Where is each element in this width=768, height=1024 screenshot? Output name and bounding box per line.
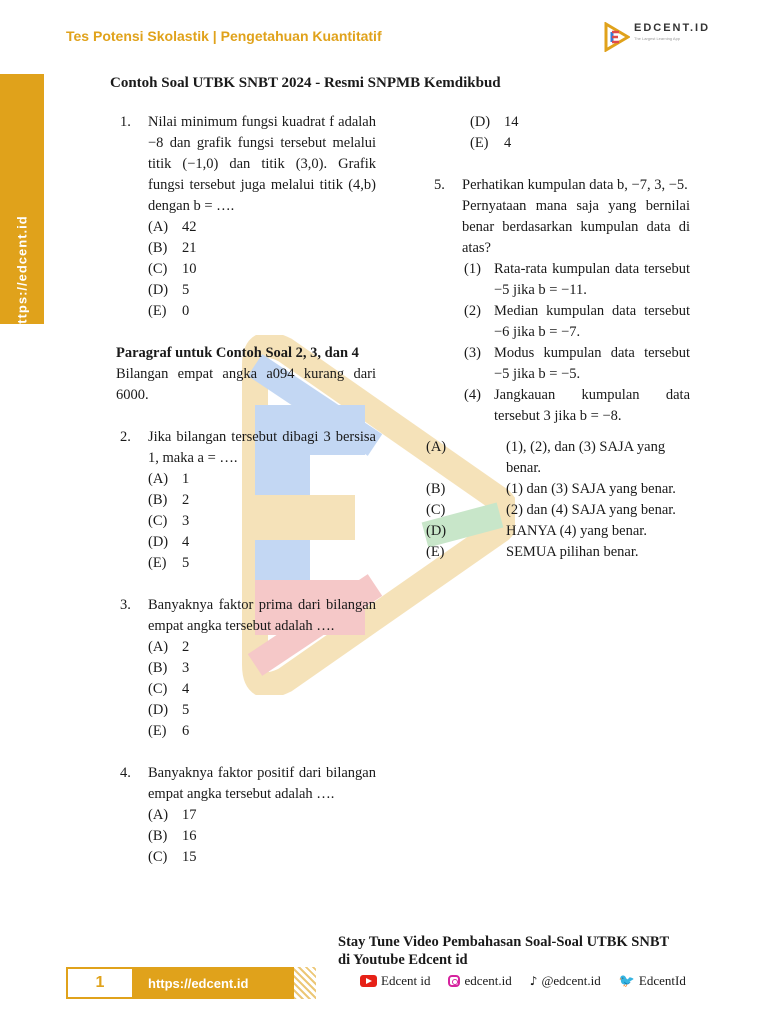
youtube-icon [360,975,377,987]
option[interactable]: (A) 1 [148,471,190,487]
twitter-label: EdcentId [638,973,686,988]
side-band [0,74,44,333]
option[interactable]: (B) 2 [148,492,190,508]
tiktok-link[interactable] [530,973,601,989]
option[interactable]: (B) 16 [148,828,197,844]
question-number: 5. [434,177,445,193]
option[interactable]: (A) 17 [148,807,197,823]
question-text: Perhatikan kumpulan data b, −7, 3, −5. [462,177,688,193]
youtube-label: Edcent id [381,973,431,988]
question-4 [110,763,376,805]
option[interactable]: (E) 4 [470,135,512,151]
question-number: 4. [120,765,131,781]
social-links [360,973,686,989]
statement: (4) Jangkauan kumpulan data tersebut 3 jika b = −8. [464,387,690,424]
option[interactable]: (E) 5 [148,555,190,571]
logo-name: EDCENT.ID [634,22,711,34]
question-text: Jika bilangan tersebut dibagi 3 bersisa 1, maka a = …. [148,429,376,466]
question-text: Banyaknya faktor prima dari bilangan empat angka tersebut adalah …. [148,597,376,634]
option[interactable]: (C) 10 [148,261,197,277]
option[interactable]: (A) (1), (2), dan (3) SAJA yang benar. [426,439,666,476]
option[interactable]: (C) 15 [148,849,197,865]
instagram-link[interactable] [448,973,511,989]
question-number: 1. [120,114,131,130]
footer [66,967,718,999]
option[interactable]: (D) HANYA (4) yang benar. [426,523,647,539]
option[interactable]: (D) 4 [148,534,190,550]
question-3 [110,595,376,637]
footer-decoration [280,967,316,999]
option[interactable]: (B) (1) dan (3) SAJA yang benar. [426,481,676,497]
twitter-icon: 🐦 [618,973,635,989]
option[interactable]: (B) 21 [148,240,197,256]
promo-line-1: Stay Tune Video Pembahasan Soal-Soal UTBK SNBT [338,934,670,950]
edcent-logo-icon [604,22,630,52]
question-5 [432,175,690,196]
youtube-link[interactable] [360,973,430,989]
question-1 [110,112,376,217]
statement: (2) Median kumpulan data tersebut −6 jika b = −7. [464,303,690,340]
question-text: Banyaknya faktor positif dari bilangan empat angka tersebut adalah …. [148,765,376,802]
question-2 [110,427,376,469]
option[interactable]: (C) (2) dan (4) SAJA yang benar. [426,502,676,518]
option[interactable]: (E) SEMUA pilihan benar. [426,544,639,560]
question-number: 2. [120,429,131,445]
tiktok-label: @edcent.id [541,973,601,988]
footer-url[interactable]: https://edcent.id [134,967,294,999]
paragraph-title: Paragraf untuk Contoh Soal 2, 3, dan 4 [116,345,359,361]
instagram-icon [448,975,460,987]
logo-tagline: The Largest Learning App [634,36,681,41]
option[interactable]: (E) 0 [148,303,190,319]
page-number: 1 [66,967,134,999]
option[interactable]: (B) 3 [148,660,190,676]
option[interactable]: (A) 2 [148,639,190,655]
edcent-logo [604,22,710,52]
option[interactable]: (A) 42 [148,219,197,235]
option[interactable]: (E) 6 [148,723,190,739]
instagram-label: edcent.id [464,973,512,988]
option[interactable]: (D) 14 [470,114,519,130]
option[interactable]: (D) 5 [148,702,190,718]
option[interactable]: (C) 4 [148,681,190,697]
paragraph-text: Bilangan empat angka a094 kurang dari 6000. [116,366,376,403]
statement: (3) Modus kumpulan data tersebut −5 jika b = −5. [464,345,690,382]
question-prompt: Pernyataan mana saja yang bernilai benar berdasarkan kumpulan data di atas? [462,198,690,256]
twitter-link[interactable] [619,973,686,989]
question-number: 3. [120,597,131,613]
question-text: Nilai minimum fungsi kuadrat f adalah −8 dan grafik fungsi tersebut melalui titik (−1,0) dan titik (3,0). Grafik fungsi tersebut juga melalui titik (4,b) dengan b = …. [148,114,376,214]
side-url[interactable]: https://edcent.id [14,215,30,333]
document-title: Contoh Soal UTBK SNBT 2024 - Resmi SNPMB Kemdikbud [110,75,501,91]
left-column [110,112,376,868]
option[interactable]: (D) 5 [148,282,190,298]
right-column [426,112,690,563]
statement: (1) Rata-rata kumpulan data tersebut −5 jika b = −11. [464,261,690,298]
promo-line-2: di Youtube Edcent id [338,952,468,968]
option[interactable]: (C) 3 [148,513,190,529]
tiktok-icon: ♪ [529,974,538,988]
promo-text [338,933,669,969]
header-title: Tes Potensi Skolastik | Pengetahuan Kuantitatif [66,28,382,44]
